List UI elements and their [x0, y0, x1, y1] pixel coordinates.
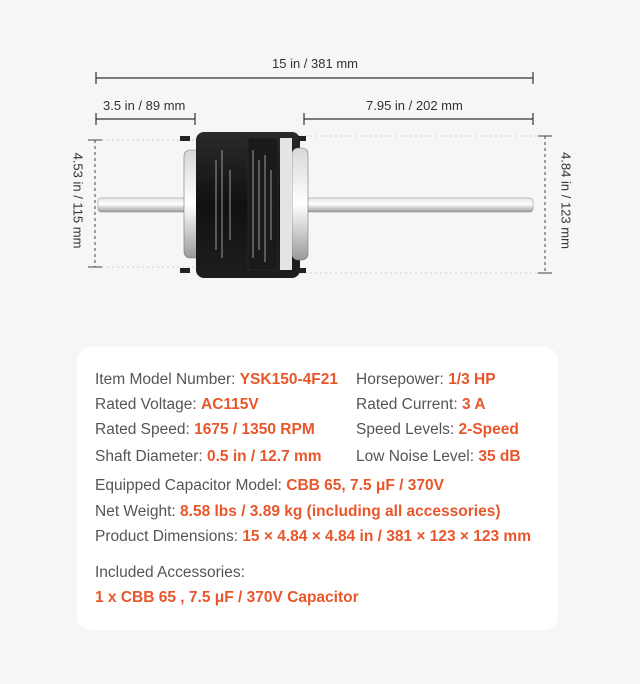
- spec-speed-levels-value: 2-Speed: [458, 421, 519, 438]
- spec-accessories-value: 1 x CBB 65 , 7.5 μF / 370V Capacitor: [95, 589, 359, 606]
- spec-weight: [95, 502, 501, 522]
- motor-illustration: [98, 132, 533, 278]
- spec-capacitor-value: CBB 65, 7.5 μF / 370V: [286, 477, 444, 494]
- spec-shaft-diameter-value: 0.5 in / 12.7 mm: [207, 448, 322, 465]
- spec-product-dimensions-label: Product Dimensions:: [95, 528, 243, 545]
- overall-height-dimension-line: [538, 136, 552, 273]
- spec-noise-label: Low Noise Level:: [356, 448, 479, 465]
- right-shaft-dimension-line: [304, 113, 533, 125]
- spec-product-dimensions: [95, 527, 531, 547]
- spec-model: [95, 370, 338, 390]
- spec-shaft-diameter: [95, 447, 322, 467]
- spec-speed-value: 1675 / 1350 RPM: [194, 421, 315, 438]
- spec-product-dimensions-value: 15 × 4.84 × 4.84 in / 381 × 123 × 123 mm: [242, 528, 531, 545]
- spec-accessories-label: Included Accessories:: [95, 564, 245, 581]
- spec-voltage-label: Rated Voltage:: [95, 396, 201, 413]
- spec-horsepower-label: Horsepower:: [356, 371, 449, 388]
- spec-noise-value: 35 dB: [478, 448, 521, 465]
- spec-weight-label: Net Weight:: [95, 503, 181, 520]
- motor-dimension-diagram: [0, 0, 640, 330]
- overall-length-dimension-line: [96, 72, 533, 84]
- spec-horsepower-value: 1/3 HP: [448, 371, 496, 388]
- spec-horsepower: [356, 370, 496, 390]
- spec-current-label: Rated Current:: [356, 396, 462, 413]
- right-shaft-length-label: 7.95 in / 202 mm: [366, 98, 463, 113]
- spec-model-value: YSK150-4F21: [239, 371, 338, 388]
- overall-height-label: 4.84 in / 123 mm: [558, 152, 574, 249]
- spec-model-label: Item Model Number:: [95, 371, 240, 388]
- spec-current: [356, 395, 486, 415]
- spec-capacitor: [95, 476, 444, 496]
- spec-capacitor-label: Equipped Capacitor Model:: [95, 477, 287, 494]
- spec-speed-levels: [356, 420, 519, 440]
- spec-speed-levels-label: Speed Levels:: [356, 421, 459, 438]
- spec-speed-label: Rated Speed:: [95, 421, 195, 438]
- spec-voltage-value: AC115V: [201, 396, 259, 413]
- spec-speed: [95, 420, 315, 440]
- left-shaft-length-label: 3.5 in / 89 mm: [103, 98, 186, 113]
- spec-current-value: 3 A: [461, 396, 486, 413]
- spec-accessories-item: [95, 588, 359, 608]
- overall-length-label: 15 in / 381 mm: [272, 56, 358, 71]
- spec-accessories-heading: [95, 563, 245, 583]
- spec-shaft-diameter-label: Shaft Diameter:: [95, 448, 207, 465]
- body-height-label: 4.53 in / 115 mm: [70, 152, 86, 249]
- spec-weight-value: 8.58 lbs / 3.89 kg (including all accessories): [180, 503, 501, 520]
- spec-noise: [356, 447, 521, 467]
- spec-voltage: [95, 395, 259, 415]
- left-shaft-dimension-line: [96, 113, 195, 125]
